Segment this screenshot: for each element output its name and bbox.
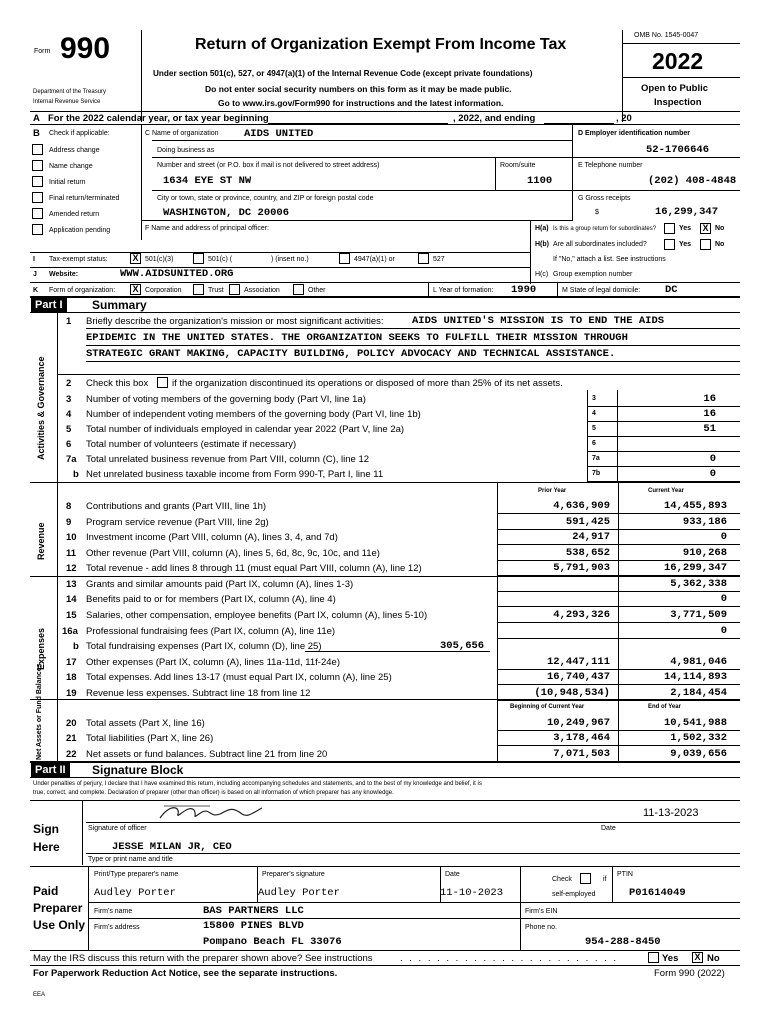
tax-year: 2022: [652, 48, 704, 74]
4947-checkbox[interactable]: [339, 253, 350, 264]
527-checkbox[interactable]: [418, 253, 429, 264]
ha-no-checkbox[interactable]: X: [700, 223, 711, 234]
gov-line-rule: [587, 421, 740, 422]
prior-year-header: Prior Year: [538, 488, 567, 494]
row-rule: [497, 669, 740, 670]
org-room: 1100: [527, 175, 553, 187]
org-street: 1634 EYE ST NW: [163, 175, 252, 187]
part1-tag: Part I: [31, 298, 67, 312]
current-year-value: 1,502,332: [670, 732, 727, 744]
preparer-label: Preparer: [33, 901, 83, 915]
org-city: WASHINGTON, DC 20006: [163, 207, 290, 219]
line-text: Total expenses. Add lines 13-17 (must equal Part IX, column (A), line 25): [86, 672, 392, 683]
firm-address-line1: 15800 PINES BLVD: [203, 920, 304, 932]
address-change-checkbox[interactable]: [32, 144, 43, 155]
print-name-label: Print/Type preparer's name: [94, 871, 179, 878]
prior-year-value: 12,447,111: [546, 656, 610, 668]
line16b-number: b: [73, 641, 79, 652]
hb-yes-label: Yes: [679, 241, 692, 248]
line-a-end: , 20: [616, 113, 632, 124]
line-text: Total assets (Part X, line 16): [86, 718, 205, 729]
line-number: 13: [66, 579, 77, 590]
address-change-label: Address change: [49, 147, 100, 154]
gov-line-text: Number of voting members of the governing body (Part VI, line 1a): [86, 394, 366, 405]
amended-return-label: Amended return: [49, 211, 100, 218]
form-subtitle-3: Go to www.irs.gov/Form990 for instructions and the latest information.: [218, 98, 504, 108]
firm-name: BAS PARTNERS LLC: [203, 905, 304, 917]
line-text: Total liabilities (Part X, line 26): [86, 733, 214, 744]
line-text: Total revenue - add lines 8 through 11 (must equal Part VIII, column (A), line 12): [86, 563, 422, 574]
prior-year-value: 7,071,503: [553, 748, 610, 760]
line-text: Other expenses (Part IX, column (A), lines 11a-11d, 11f-24e): [86, 657, 340, 668]
dept-line2: Internal Revenue Service: [33, 99, 101, 105]
amended-return-checkbox[interactable]: [32, 208, 43, 219]
check-label: Check: [552, 876, 572, 883]
row-rule: [497, 622, 740, 623]
gov-line-text: Net unrelated business taxable income from Form 990-T, Part I, line 11: [86, 469, 384, 480]
part2-title: Signature Block: [92, 763, 184, 777]
paid-label: Paid: [33, 884, 59, 898]
firm-name-label: Firm's name: [94, 908, 133, 915]
ein-label: D Employer identification number: [578, 130, 691, 137]
ha-no-label: No: [715, 225, 725, 232]
line-number: 21: [66, 733, 77, 744]
paperwork-notice: For Paperwork Reduction Act Notice, see the separate instructions.: [33, 968, 338, 979]
section-b-title: Check if applicable:: [49, 130, 110, 137]
form-number: 990: [60, 32, 111, 65]
state-domicile-value: DC: [665, 284, 678, 296]
current-year-value: 9,039,656: [670, 748, 727, 760]
other-checkbox[interactable]: [293, 284, 304, 295]
boy-header: Beginning of Current Year: [510, 704, 585, 710]
phone-label: E Telephone number: [578, 162, 643, 169]
form-label: Form: [34, 48, 51, 55]
current-year-value: 0: [720, 625, 727, 637]
preparer-signature: Audley Porter: [258, 887, 340, 899]
gov-line-number: 4: [66, 409, 72, 420]
line-text: Salaries, other compensation, employee benefits (Part IX, column (A), lines 5-10): [86, 610, 428, 621]
line-number: 14: [66, 594, 77, 605]
row-rule: [497, 529, 740, 530]
check-if-label: if: [603, 876, 607, 883]
discuss-yes-checkbox[interactable]: [648, 952, 659, 963]
prior-year-value: 24,917: [572, 531, 610, 543]
preparer-name: Audley Porter: [94, 887, 176, 899]
final-return-label: Final return/terminated: [49, 195, 120, 202]
prior-year-value: 591,425: [565, 516, 610, 528]
gov-line-number: 5: [66, 424, 72, 435]
prior-year-value: 3,178,464: [553, 732, 610, 744]
discuss-no-checkbox[interactable]: X: [692, 952, 703, 963]
hc-label: H(c): [535, 271, 549, 278]
self-employed-checkbox[interactable]: [580, 873, 591, 884]
ha-yes-label: Yes: [679, 225, 692, 232]
preparer-sig-label: Preparer's signature: [262, 871, 325, 878]
eea-mark: EEA: [33, 992, 46, 998]
tax-exempt-label: Tax-exempt status:: [49, 256, 108, 263]
501c-checkbox[interactable]: [193, 253, 204, 264]
hb-text: Are all subordinates included?: [553, 241, 647, 248]
preparer-date-label: Date: [445, 871, 460, 878]
gross-dollar: $: [595, 209, 599, 216]
dba-label: Doing business as: [157, 147, 215, 154]
line-a-letter: A: [33, 113, 40, 124]
application-pending-label: Application pending: [49, 227, 111, 234]
other-label: Other: [308, 287, 326, 294]
gov-line-text: Total number of individuals employed in calendar year 2022 (Part V, line 2a): [86, 424, 405, 435]
current-year-value: 2,184,454: [670, 687, 727, 699]
name-change-label: Name change: [49, 163, 93, 170]
name-change-checkbox[interactable]: [32, 160, 43, 171]
hb-no-label: No: [715, 241, 725, 248]
gov-line-box-number: 7b: [592, 470, 601, 477]
irs-discuss-leader: . . . . . . . . . . . . . . . . . . . . . . . .: [400, 953, 619, 964]
line-text: Revenue less expenses. Subtract line 18 from line 12: [86, 688, 311, 699]
gov-line-number: 6: [66, 439, 72, 450]
row-rule: [497, 544, 740, 545]
dept-line1: Department of the Treasury: [33, 89, 107, 95]
gov-line-number: 3: [66, 394, 72, 405]
omb-number: OMB No. 1545-0047: [634, 32, 699, 39]
discuss-yes-label: Yes: [662, 953, 679, 964]
row-rule: [497, 575, 740, 576]
use-only-label: Use Only: [33, 918, 86, 932]
signature-officer-label: Signature of officer: [88, 825, 147, 832]
firm-address-label: Firm's address: [94, 924, 140, 931]
501c-label: 501(c) (: [208, 256, 233, 263]
current-year-value: 3,771,509: [670, 609, 727, 621]
trust-checkbox[interactable]: [193, 284, 204, 295]
gov-line-text: Total number of volunteers (estimate if necessary): [86, 439, 297, 450]
firm-ein-label: Firm's EIN: [525, 908, 558, 915]
line-number: 15: [66, 610, 77, 621]
current-year-value: 5,362,338: [670, 578, 727, 590]
row-rule: [497, 638, 740, 639]
application-pending-checkbox[interactable]: [32, 224, 43, 235]
phone-no-label: Phone no.: [525, 924, 557, 931]
line-text: Contributions and grants (Part VIII, line 1h): [86, 501, 267, 512]
part2-tag: Part II: [31, 763, 70, 777]
corporation-checkbox[interactable]: X: [130, 284, 141, 295]
ha-label: H(a): [535, 225, 549, 232]
row-rule: [497, 513, 740, 514]
gov-line-box-number: 7a: [592, 455, 600, 462]
line-a-mid: , 2022, and ending: [453, 113, 536, 124]
gov-line-value: 51: [703, 423, 716, 435]
city-label: City or town, state or province, country, and ZIP or foreign postal code: [157, 195, 374, 202]
line-number: 20: [66, 718, 77, 729]
website-label: Website:: [49, 271, 79, 278]
form-subtitle-1: Under section 501(c), 527, or 4947(a)(1) of the Internal Revenue Code (except private foundations): [153, 69, 533, 78]
line1-number: 1: [66, 316, 72, 327]
prior-year-value: 538,652: [565, 547, 610, 559]
perjury-line-1: Under penalties of perjury, I declare that I have examined this return, including accompanying schedules and statements, and to the best of my knowledge and belief, it is: [33, 781, 482, 787]
gov-line-rule: [587, 481, 740, 482]
current-year-value: 14,455,893: [663, 500, 727, 512]
perjury-line-2: true, correct, and complete. Declaration of preparer (other than officer) is based on all information of which preparer has any knowledge.: [33, 790, 394, 796]
row-rule: [497, 700, 740, 701]
preparer-date: 11-10-2023: [440, 887, 504, 899]
gov-line-number: 7a: [66, 454, 77, 465]
gross-receipts-value: 16,299,347: [655, 206, 719, 218]
line-text: Benefits paid to or for members (Part IX, column (A), line 4): [86, 594, 336, 605]
501c3-label: 501(c)(3): [145, 256, 174, 263]
line1-text: Briefly describe the organization's mission or most significant activities:: [86, 316, 384, 327]
website-value[interactable]: WWW.AIDSUNITED.ORG: [120, 268, 234, 280]
association-checkbox[interactable]: [229, 284, 240, 295]
org-name-label: C Name of organization: [145, 130, 219, 137]
trust-label: Trust: [208, 287, 224, 294]
gov-line-rule: [587, 406, 740, 407]
open-public-2: Inspection: [654, 97, 702, 108]
ptin-label: PTIN: [617, 871, 633, 878]
line-j-letter: J: [33, 271, 37, 278]
line-text: Program service revenue (Part VIII, line 2g): [86, 517, 269, 528]
row-rule: [497, 761, 740, 762]
final-return-checkbox[interactable]: [32, 192, 43, 203]
year-formation-value: 1990: [511, 284, 537, 296]
side-label-expenses: Expenses: [36, 627, 46, 670]
ein-value: 52-1706646: [646, 144, 710, 156]
room-label: Room/suite: [500, 162, 536, 169]
line-text: Other revenue (Part VIII, column (A), lines 5, 6d, 8c, 9c, 10c, and 11e): [86, 548, 380, 559]
line-number: 8: [66, 501, 72, 512]
line-number: 9: [66, 517, 72, 528]
line2-number: 2: [66, 378, 72, 389]
line-i-letter: I: [33, 256, 35, 263]
line-number: 19: [66, 688, 77, 699]
current-year-value: 933,186: [682, 516, 727, 528]
firm-phone: 954-288-8450: [585, 936, 661, 948]
mission-line-1: AIDS UNITED'S MISSION IS TO END THE AIDS: [412, 315, 665, 327]
ha-text: Is this a group return for subordinates?: [553, 226, 657, 232]
line-number: 16a: [62, 626, 78, 637]
initial-return-checkbox[interactable]: [32, 176, 43, 187]
mission-line-3: STRATEGIC GRANT MAKING, CAPACITY BUILDING, POLICY ADVOCACY AND TECHNICAL ASSISTANCE.: [86, 348, 616, 360]
current-year-header: Current Year: [648, 488, 684, 494]
line-text: Investment income (Part VIII, column (A), lines 3, 4, and 7d): [86, 532, 338, 543]
current-year-value: 910,268: [682, 547, 727, 559]
gov-line-value: 0: [709, 453, 716, 465]
phone-value: (202) 408-4848: [648, 175, 737, 187]
gov-line-value: 16: [703, 408, 716, 420]
form-title: Return of Organization Exempt From Income Tax: [195, 36, 567, 53]
side-label-governance: Activities & Governance: [36, 356, 46, 460]
corporation-label: Corporation: [145, 287, 182, 294]
gov-line-rule: [587, 436, 740, 437]
gov-line-box-number: 5: [592, 425, 596, 432]
section-b-letter: B: [33, 128, 40, 139]
current-year-value: 4,981,046: [670, 656, 727, 668]
type-name-label: Type or print name and title: [88, 856, 173, 863]
hc-text: Group exemption number: [553, 271, 633, 278]
line16b-value: 305,656: [440, 640, 485, 652]
current-year-value: 16,299,347: [663, 562, 727, 574]
row-rule: [497, 591, 740, 592]
gov-line-rule: [587, 466, 740, 467]
form-subtitle-2: Do not enter social security numbers on this form as it may be made public.: [205, 84, 512, 94]
line-text: Net assets or fund balances. Subtract line 21 from line 20: [86, 749, 328, 760]
gov-line-rule: [587, 451, 740, 452]
prior-year-value: 4,293,326: [553, 609, 610, 621]
firm-address-line2: Pompano Beach FL 33076: [203, 936, 342, 948]
hb-no-checkbox[interactable]: [700, 239, 711, 250]
prior-year-value: 16,740,437: [546, 671, 610, 683]
gov-line-box-number: 6: [592, 440, 596, 447]
org-name: AIDS UNITED: [244, 128, 314, 140]
insert-no-label: ) (insert no.): [271, 256, 309, 263]
row-rule: [497, 560, 740, 561]
irs-discuss-text: May the IRS discuss this return with the preparer shown above? See instructions: [33, 953, 373, 964]
line2-text-b: if the organization discontinued its operations or disposed of more than 25% of its net assets.: [172, 378, 563, 389]
self-employed-label: self-employed: [552, 891, 596, 898]
row-rule: [497, 684, 740, 685]
part1-title: Summary: [92, 298, 147, 312]
line-number: 12: [66, 563, 77, 574]
current-year-value: 10,541,988: [663, 717, 727, 729]
line-number: 18: [66, 672, 77, 683]
discontinued-checkbox[interactable]: [157, 377, 168, 388]
gov-line-box-number: 3: [592, 395, 596, 402]
officer-sign-date: 11-13-2023: [643, 807, 699, 819]
501c3-checkbox[interactable]: X: [130, 253, 141, 264]
line-k-letter: K: [33, 287, 39, 294]
current-year-value: 0: [720, 531, 727, 543]
prior-year-value: (10,948,534): [534, 687, 610, 699]
gov-line-box-number: 4: [592, 410, 596, 417]
prior-year-value: 10,249,967: [546, 717, 610, 729]
eoy-header: End of Year: [648, 704, 681, 710]
line-a-text: For the 2022 calendar year, or tax year beginning: [48, 113, 269, 124]
year-formation-label: L Year of formation:: [433, 287, 494, 294]
side-label-net-assets: Net Assets or Fund Balances: [36, 663, 43, 760]
gov-line-text: Total unrelated business revenue from Part VIII, column (C), line 12: [86, 454, 370, 465]
line16b-text: Total fundraising expenses (Part IX, column (D), line 25): [86, 641, 322, 652]
4947-label: 4947(a)(1) or: [354, 256, 395, 263]
row-rule: [497, 730, 740, 731]
discuss-no-label: No: [707, 953, 720, 964]
sign-label: Sign: [33, 822, 59, 836]
initial-return-label: Initial return: [49, 179, 86, 186]
street-label: Number and street (or P.O. box if mail is not delivered to street address): [157, 162, 380, 169]
sign-date-label: Date: [601, 825, 616, 832]
line-number: 17: [66, 657, 77, 668]
preparer-ptin: P01614049: [629, 887, 686, 899]
hb-label: H(b): [535, 241, 549, 248]
line2-text-a: Check this box: [86, 378, 149, 389]
line-number: 11: [66, 548, 77, 559]
association-label: Association: [244, 287, 280, 294]
row-rule: [497, 606, 740, 607]
gov-line-text: Number of independent voting members of the governing body (Part VI, line 1b): [86, 409, 421, 420]
officer-name-title: JESSE MILAN JR, CEO: [112, 841, 232, 853]
current-year-value: 14,114,893: [663, 671, 727, 683]
state-domicile-label: M State of legal domicile:: [562, 287, 641, 294]
527-label: 527: [433, 256, 445, 263]
open-public-1: Open to Public: [641, 83, 709, 94]
hb-note: If "No," attach a list. See instructions: [553, 256, 666, 263]
line-number: 10: [66, 532, 77, 543]
form-of-org-label: Form of organization:: [49, 287, 116, 294]
gross-receipts-label: G Gross receipts: [578, 195, 631, 202]
prior-year-value: 4,636,909: [553, 500, 610, 512]
current-year-value: 0: [720, 593, 727, 605]
line-number: 22: [66, 749, 77, 760]
gov-line-value: 0: [709, 468, 716, 480]
prior-year-value: 5,791,903: [553, 562, 610, 574]
side-label-revenue: Revenue: [36, 522, 46, 560]
gov-line-number: b: [73, 469, 79, 480]
hb-yes-checkbox[interactable]: [664, 239, 675, 250]
line-text: Grants and similar amounts paid (Part IX, column (A), lines 1-3): [86, 579, 354, 590]
form-reference: Form 990 (2022): [654, 968, 725, 979]
gov-line-value: 16: [703, 393, 716, 405]
principal-officer-label: F Name and address of principal officer:: [145, 225, 269, 232]
line-text: Professional fundraising fees (Part IX, column (A), line 11e): [86, 626, 336, 637]
here-label: Here: [33, 840, 60, 854]
mission-line-2: EPIDEMIC IN THE UNITED STATES. THE ORGANIZATION SEEKS TO FULFILL THEIR MISSION THROUGH: [86, 332, 628, 344]
row-rule: [497, 745, 740, 746]
ha-yes-checkbox[interactable]: [664, 223, 675, 234]
